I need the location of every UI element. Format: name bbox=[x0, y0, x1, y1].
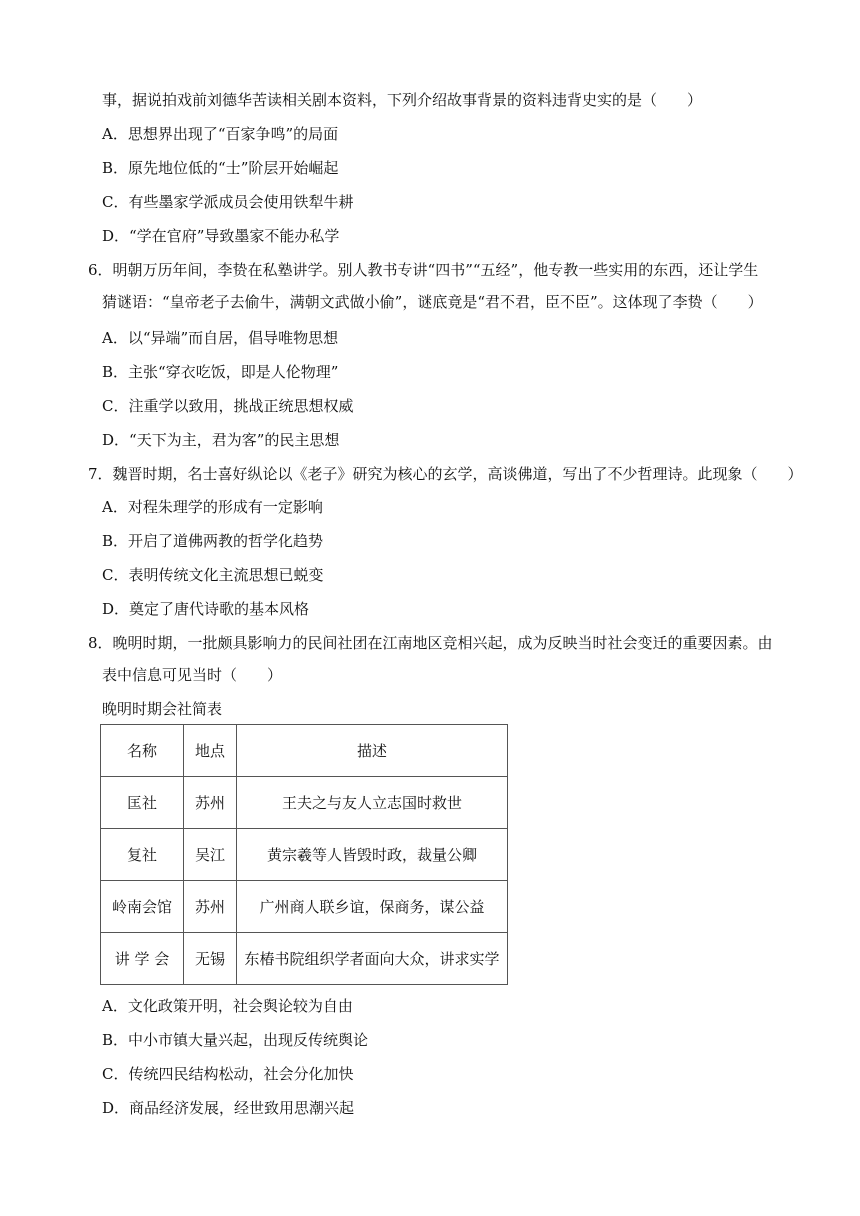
table-row bbox=[101, 933, 508, 985]
table-cell: 王夫之与友人立志国时救世 bbox=[237, 777, 508, 829]
q6-stem-line-2: 猜谜语：“皇帝老子去偷牛，满朝文武做小偷”，谜底竟是“君不君，臣不臣”。这体现了李贽（ ） bbox=[102, 293, 763, 311]
table-cell: 复社 bbox=[101, 829, 184, 881]
q8-stem-line-1: 8．晚明时期，一批颇具影响力的民间社团在江南地区竞相兴起，成为反映当时社会变迁的重要因素。由 bbox=[88, 634, 773, 652]
q5-option-b: B．原先地位低的“士”阶层开始崛起 bbox=[102, 159, 339, 177]
table-header: 名称 bbox=[101, 725, 184, 777]
q5-option-d: D．“学在官府”导致墨家不能办私学 bbox=[102, 227, 340, 245]
table-cell: 广州商人联乡谊，保商务，谋公益 bbox=[237, 881, 508, 933]
table-cell: 无锡 bbox=[184, 933, 237, 985]
q6-stem-line-1: 6．明朝万历年间，李贽在私塾讲学。别人教书专讲“四书”“五经”，他专教一些实用的东西，还让学生 bbox=[88, 261, 759, 279]
table-header: 地点 bbox=[184, 725, 237, 777]
q7-option-d: D．奠定了唐代诗歌的基本风格 bbox=[102, 600, 310, 618]
q8-option-c: C．传统四民结构松动，社会分化加快 bbox=[102, 1065, 354, 1083]
table-header-row bbox=[101, 725, 508, 777]
q7-option-c: C．表明传统文化主流思想已蜕变 bbox=[102, 566, 324, 584]
q8-table-caption: 晚明时期会社简表 bbox=[102, 700, 223, 718]
table-cell: 匡社 bbox=[101, 777, 184, 829]
q7-option-a: A．对程朱理学的形成有一定影响 bbox=[102, 498, 323, 516]
q6-option-b: B．主张“穿衣吃饭，即是人伦物理” bbox=[102, 363, 339, 381]
table-cell: 苏州 bbox=[184, 777, 237, 829]
table-row bbox=[101, 881, 508, 933]
society-table bbox=[100, 724, 508, 985]
q8-option-b: B．中小市镇大量兴起，出现反传统舆论 bbox=[102, 1031, 369, 1049]
q6-option-a: A．以“异端”而自居，倡导唯物思想 bbox=[102, 329, 339, 347]
table-row bbox=[101, 829, 508, 881]
q7-stem-line-1: 7．魏晋时期，名士喜好纵论以《老子》研究为核心的玄学，高谈佛道，写出了不少哲理诗。此现象（ ） bbox=[88, 465, 803, 483]
table-cell: 苏州 bbox=[184, 881, 237, 933]
q5-option-c: C．有些墨家学派成员会使用铁犁牛耕 bbox=[102, 193, 354, 211]
q6-option-d: D．“天下为主，君为客”的民主思想 bbox=[102, 431, 340, 449]
table-cell: 吴江 bbox=[184, 829, 237, 881]
table-header: 描述 bbox=[237, 725, 508, 777]
q7-option-b: B．开启了道佛两教的哲学化趋势 bbox=[102, 532, 324, 550]
q5-option-a: A．思想界出现了“百家争鸣”的局面 bbox=[102, 125, 339, 143]
q8-option-a: A．文化政策开明，社会舆论较为自由 bbox=[102, 997, 353, 1015]
table-row bbox=[101, 777, 508, 829]
question-5-stem-continued: 事，据说拍戏前刘德华苦读相关剧本资料，下列介绍故事背景的资料违背史实的是（ ） bbox=[102, 91, 703, 109]
q6-option-c: C．注重学以致用，挑战正统思想权威 bbox=[102, 397, 354, 415]
table-cell: 讲 学 会 bbox=[101, 933, 184, 985]
table-cell: 黄宗羲等人皆毁时政，裁量公卿 bbox=[237, 829, 508, 881]
q8-stem-line-2: 表中信息可见当时（ ） bbox=[102, 666, 283, 684]
table-cell: 东椿书院组织学者面向大众，讲求实学 bbox=[237, 933, 508, 985]
table-cell: 岭南会馆 bbox=[101, 881, 184, 933]
q8-option-d: D．商品经济发展，经世致用思潮兴起 bbox=[102, 1099, 355, 1117]
